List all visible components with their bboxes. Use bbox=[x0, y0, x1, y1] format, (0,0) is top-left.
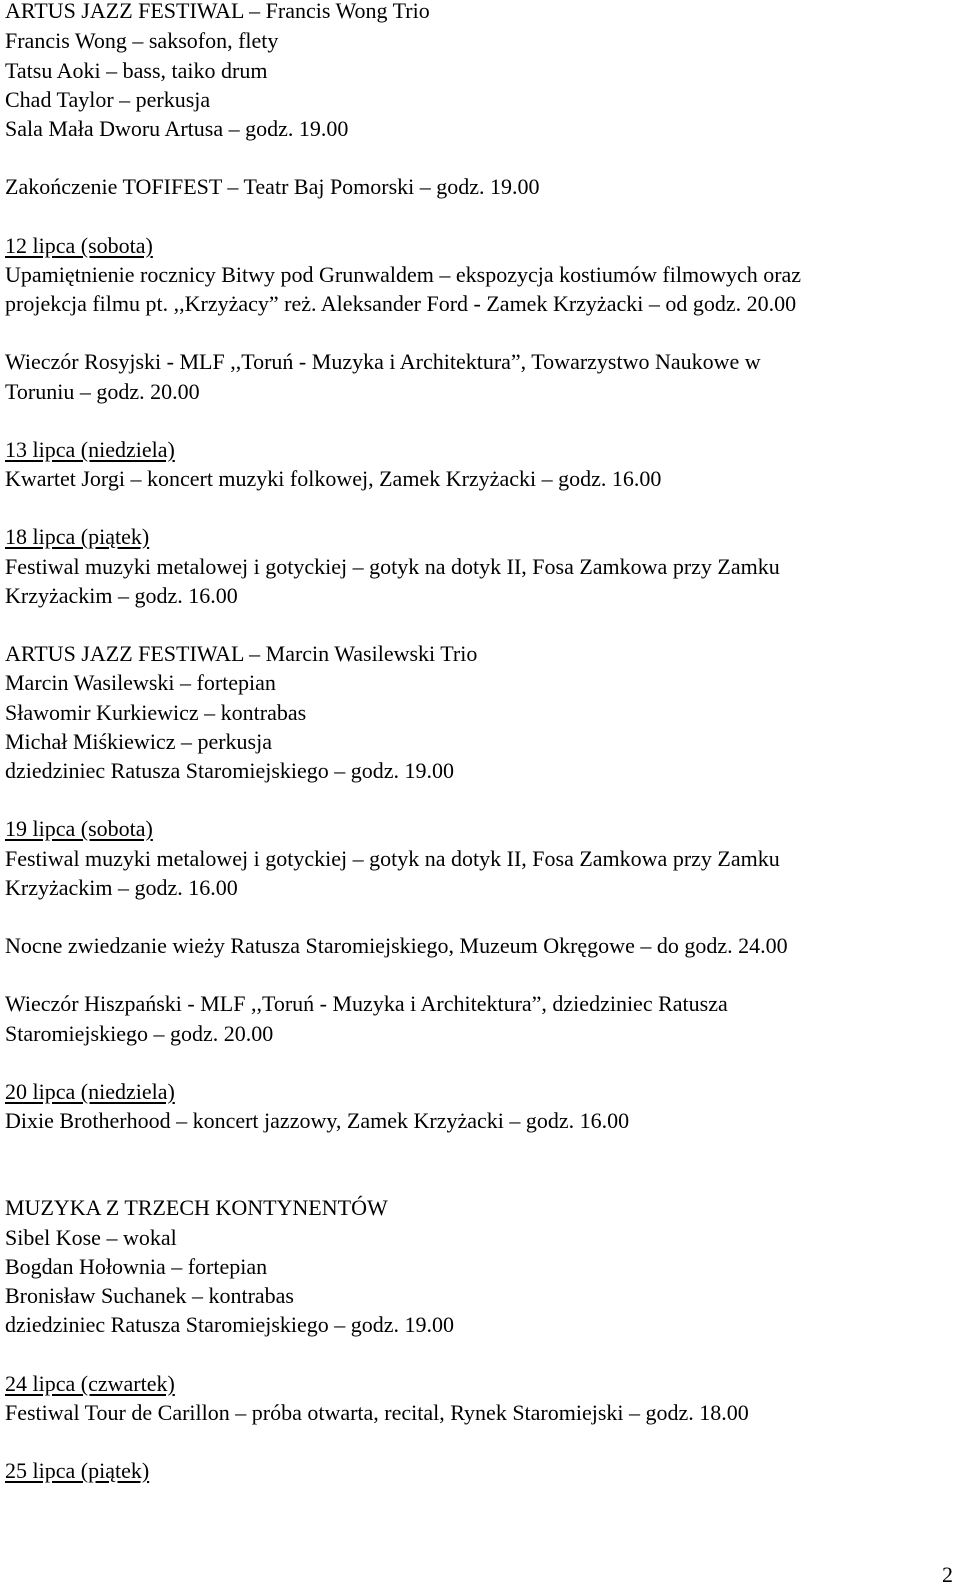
event-line: ARTUS JAZZ FESTIWAL – Francis Wong Trio bbox=[5, 0, 430, 23]
event-line: Michał Miśkiewicz – perkusja bbox=[5, 729, 272, 754]
event-line: Sławomir Kurkiewicz – kontrabas bbox=[5, 700, 307, 725]
event-line: Staromiejskiego – godz. 20.00 bbox=[5, 1021, 274, 1046]
event-line: Wieczór Hiszpański - MLF ,,Toruń - Muzyka i Architektura”, dziedziniec Ratusza bbox=[5, 991, 728, 1016]
event-line: Dixie Brotherhood – koncert jazzowy, Zamek Krzyżacki – godz. 16.00 bbox=[5, 1108, 630, 1133]
event-line: Toruniu – godz. 20.00 bbox=[5, 379, 200, 404]
event-line: Kwartet Jorgi – koncert muzyki folkowej, Zamek Krzyżacki – godz. 16.00 bbox=[5, 466, 662, 491]
event-line: Tatsu Aoki – bass, taiko drum bbox=[5, 58, 268, 83]
date-heading: 18 lipca (piątek) bbox=[5, 524, 150, 549]
event-line: Festiwal muzyki metalowej i gotyckiej – gotyk na dotyk II, Fosa Zamkowa przy Zamku bbox=[5, 554, 780, 579]
event-line: Sala Mała Dworu Artusa – godz. 19.00 bbox=[5, 116, 349, 141]
event-line: Krzyżackim – godz. 16.00 bbox=[5, 583, 238, 608]
event-line: Chad Taylor – perkusja bbox=[5, 87, 211, 112]
event-line: Bronisław Suchanek – kontrabas bbox=[5, 1283, 294, 1308]
event-line: Sibel Kose – wokal bbox=[5, 1225, 177, 1250]
date-heading: 19 lipca (sobota) bbox=[5, 816, 153, 841]
date-heading: 25 lipca (piątek) bbox=[5, 1458, 150, 1483]
date-heading: 13 lipca (niedziela) bbox=[5, 437, 175, 462]
date-heading: 12 lipca (sobota) bbox=[5, 233, 153, 258]
event-line: ARTUS JAZZ FESTIWAL – Marcin Wasilewski Trio bbox=[5, 641, 478, 666]
event-line: Bogdan Hołownia – fortepian bbox=[5, 1254, 268, 1279]
event-line: dziedziniec Ratusza Staromiejskiego – godz. 19.00 bbox=[5, 758, 455, 783]
event-line: MUZYKA Z TRZECH KONTYNENTÓW bbox=[5, 1195, 388, 1220]
event-line: projekcja filmu pt. ,,Krzyżacy” reż. Aleksander Ford - Zamek Krzyżacki – od godz. 20.00 bbox=[5, 291, 797, 316]
event-line: Wieczór Rosyjski - MLF ,,Toruń - Muzyka i Architektura”, Towarzystwo Naukowe w bbox=[5, 349, 761, 374]
event-line: Marcin Wasilewski – fortepian bbox=[5, 670, 276, 695]
event-line: Festiwal Tour de Carillon – próba otwarta, recital, Rynek Staromiejski – godz. 18.00 bbox=[5, 1400, 749, 1425]
date-heading: 20 lipca (niedziela) bbox=[5, 1079, 175, 1104]
event-line: Nocne zwiedzanie wieży Ratusza Staromiejskiego, Muzeum Okręgowe – do godz. 24.00 bbox=[5, 933, 788, 958]
event-line: Krzyżackim – godz. 16.00 bbox=[5, 875, 238, 900]
event-line: Zakończenie TOFIFEST – Teatr Baj Pomorski – godz. 19.00 bbox=[5, 174, 540, 199]
event-line: dziedziniec Ratusza Staromiejskiego – godz. 19.00 bbox=[5, 1312, 455, 1337]
page-number: 2 bbox=[942, 1562, 953, 1587]
event-line: Francis Wong – saksofon, flety bbox=[5, 28, 279, 53]
date-heading: 24 lipca (czwartek) bbox=[5, 1371, 175, 1396]
event-line: Festiwal muzyki metalowej i gotyckiej – gotyk na dotyk II, Fosa Zamkowa przy Zamku bbox=[5, 846, 780, 871]
event-line: Upamiętnienie rocznicy Bitwy pod Grunwaldem – ekspozycja kostiumów filmowych oraz bbox=[5, 262, 802, 287]
